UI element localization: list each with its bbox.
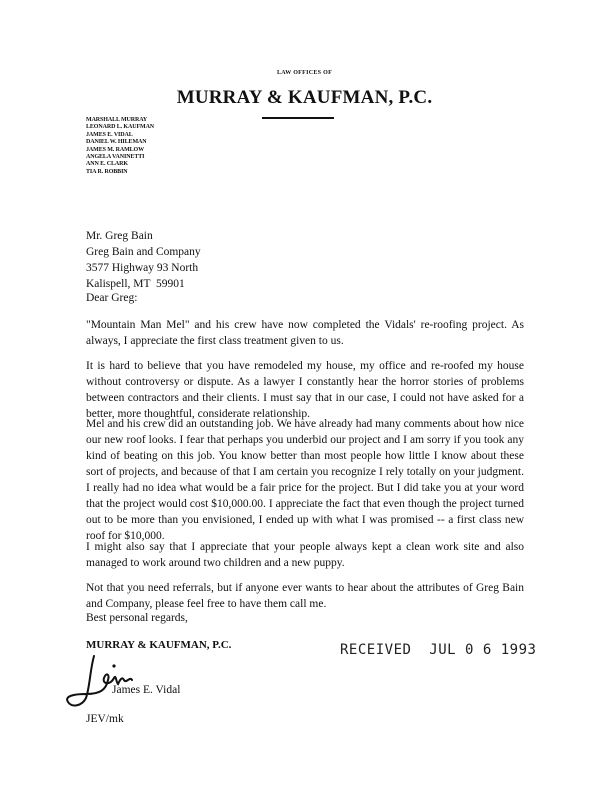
salutation: Dear Greg: (86, 292, 138, 304)
attorney-name: DANIEL W. HILEMAN (86, 139, 147, 146)
attorney-name: ANN E. CLARK (86, 161, 128, 168)
recipient-address (86, 228, 201, 292)
attorney-name: JAMES E. VIDAL (86, 131, 133, 138)
attorney-list (86, 117, 154, 176)
typist-initials: JEV/mk (86, 713, 124, 725)
body-paragraph: Not that you need referrals, but if anyone ever wants to hear about the attributes of Greg Bain and Company, please feel free to have them call me. (86, 582, 524, 610)
recipient-company: Greg Bain and Company (86, 246, 201, 258)
handwritten-signature (60, 650, 150, 710)
recipient-name: Mr. Greg Bain (86, 230, 153, 242)
closing: Best personal regards, (86, 612, 188, 624)
recipient-street: 3577 Highway 93 North (86, 262, 199, 274)
letterhead-rule (262, 117, 334, 119)
attorney-name: MARSHALL MURRAY (86, 117, 148, 123)
signature-firm: MURRAY & KAUFMAN, P.C. (86, 639, 232, 651)
body-paragraph: It is hard to believe that you have remodeled my house, my office and re-roofed my house without controversy or dispute. As a lawyer I constantly hear the horror stories of problems between contractors and their clients. I must say that in our case, I could not have asked for a better, more thoughtful, considerate relationship. (86, 360, 524, 420)
attorney-name: TIA R. ROBBIN (86, 168, 128, 175)
law-offices-label: LAW OFFICES OF (276, 70, 333, 76)
body-paragraph: I might also say that I appreciate that your people always kept a clean work site and also managed to work around two children and a new puppy. (86, 541, 524, 569)
body-paragraph: Mel and his crew did an outstanding job. We have already had many comments about how nice our new roof looks. I fear that perhaps you underbid our project and I am sorry if you took any kind of beating on this job. You know better than most people how little I know about these sort of projects, and because of that I am certain you recognize I rely totally on your judgment. I really had no idea what would be a fair price for the project. But I did take you at your word that the project would cost $10,000.00. I appreciate the fact that even though the project turned out to be more than you envisioned, I ended up with what I was promised -- a first class new roof for $10,000. (86, 418, 524, 542)
recipient-city: Kalispell, MT 59901 (86, 278, 185, 290)
attorney-name: ANGELA VANINETTI (86, 154, 145, 161)
attorney-name: LEONARD L. KAUFMAN (86, 124, 155, 131)
attorney-name: JAMES M. RAMLOW (86, 146, 144, 153)
received-stamp: RECEIVED JUL 0 6 1993 (340, 642, 537, 658)
signer-name: James E. Vidal (112, 684, 181, 696)
body-paragraph: "Mountain Man Mel" and his crew have now completed the Vidals' re-roofing project. As always, I appreciate the first class treatment given to us. (86, 319, 524, 347)
firm-name-heading: MURRAY & KAUFMAN, P.C. (176, 87, 433, 108)
